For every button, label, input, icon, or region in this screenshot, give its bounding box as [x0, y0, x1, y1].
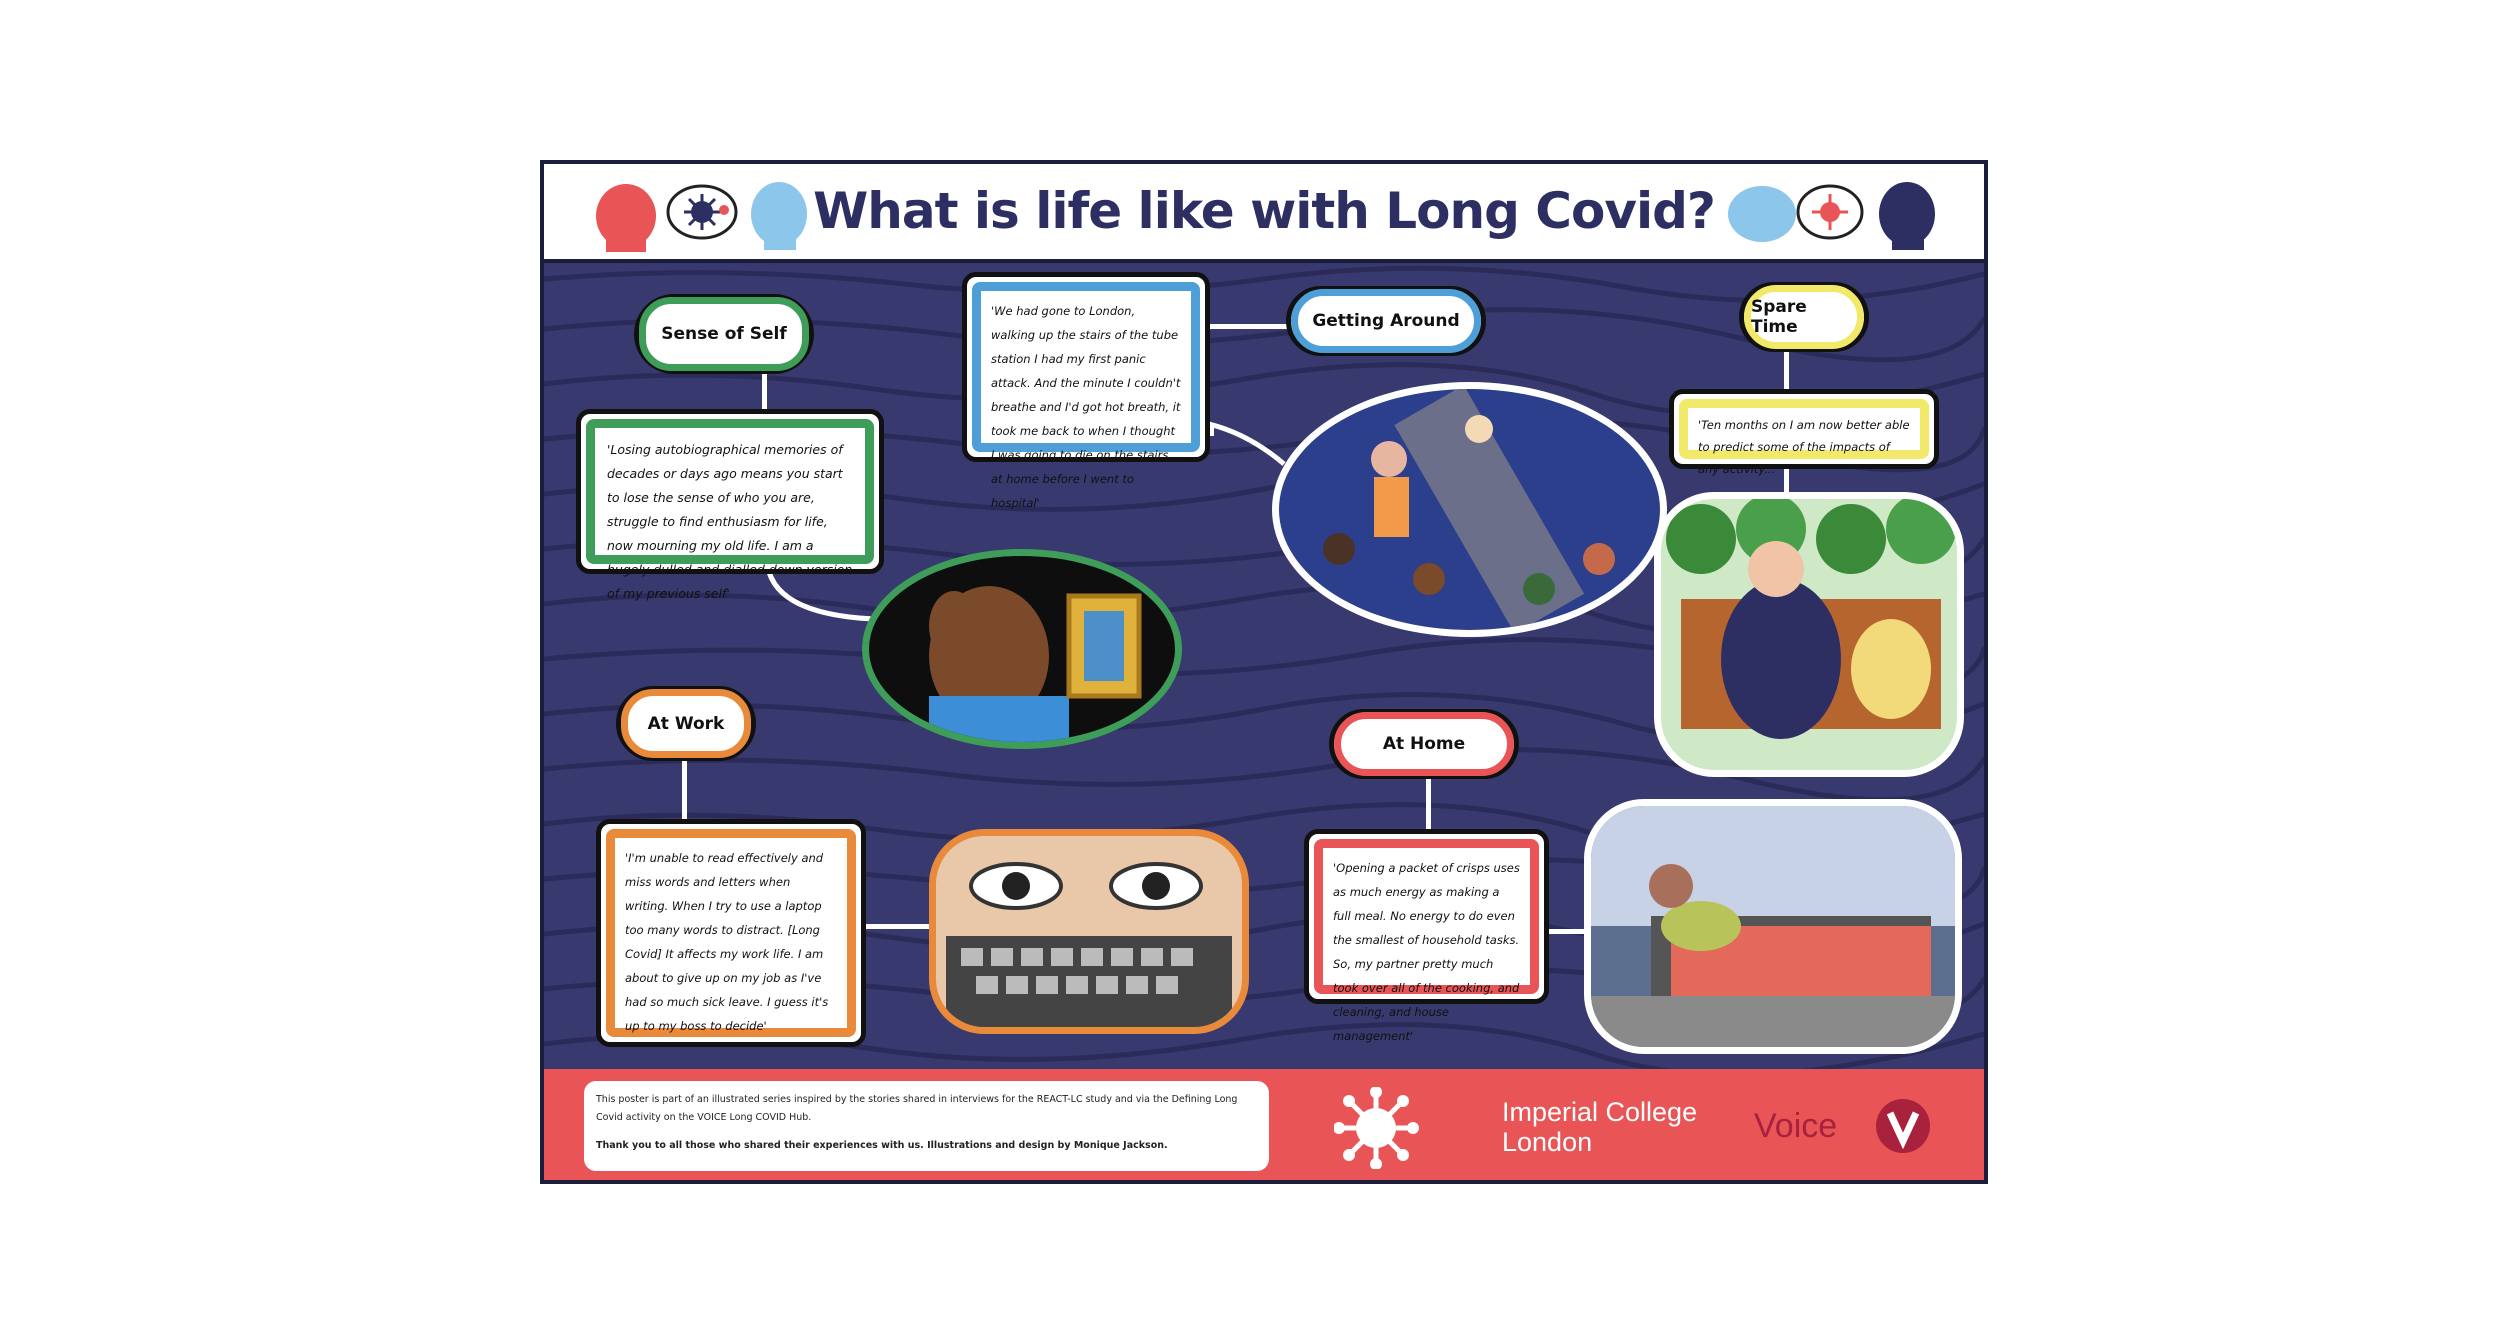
illustration-at-home — [1584, 799, 1962, 1054]
connector-line — [1426, 774, 1431, 834]
header — [544, 164, 1984, 263]
footer-credits — [584, 1081, 1269, 1171]
quote-sense-of-self-text: 'Losing autobiographical memories of decades or days ago means you start to lose the sense of who you are, struggle to find enthusiasm for life, now mourning my old life. I am a hugely dulled and dialled down version of my previous self' — [607, 442, 853, 601]
illustration-sense-of-self — [862, 549, 1182, 749]
label-at-home-text: At Home — [1334, 712, 1514, 776]
voice-logo — [1754, 1107, 1837, 1146]
imperial-college-logo-text: Imperial College London — [1502, 1097, 1698, 1157]
label-sense-of-self-text: Sense of Self — [639, 297, 809, 371]
quote-at-work-text: 'I'm unable to read effectively and miss words and letters when writing. When I try to use a laptop too many words to distract. [Long Covid] It affects my work life. I am about to give up on my job as I've had so much sick leave. I guess it's up to my boss to decide' — [625, 851, 829, 1033]
illustration-getting-around — [1272, 382, 1667, 637]
man-remembering-illustration — [869, 556, 1175, 742]
quote-at-work — [596, 819, 866, 1047]
park-bench-illustration — [1661, 499, 1957, 770]
connector-line — [862, 924, 932, 929]
label-spare-time — [1739, 282, 1869, 352]
quote-sense-of-self — [576, 409, 884, 601]
imperial-college-logo — [1502, 1097, 1702, 1157]
illustration-spare-time — [1654, 492, 1964, 777]
label-sense-of-self — [634, 294, 814, 374]
footer-text: This poster is part of an illustrated series inspired by the stories shared in interviews for the REACT-LC study and via the Defining Long Covid activity on the VOICE Long COVID Hub. — [596, 1094, 1238, 1123]
poster — [540, 160, 1988, 1184]
label-at-work — [616, 686, 756, 761]
connector-line — [762, 374, 767, 414]
quote-spare-time — [1669, 389, 1939, 476]
footer-thanks: Thank you to all those who shared their experiences with us. Illustrations and design by Monique Jackson. — [596, 1140, 1168, 1151]
label-getting-around — [1286, 286, 1486, 356]
voice-logo-text: Voice — [1754, 1107, 1838, 1145]
label-spare-time-text: Spare Time — [1744, 285, 1864, 349]
resting-on-sofa-illustration — [1591, 806, 1955, 1047]
label-at-work-text: At Work — [621, 689, 751, 758]
label-getting-around-text: Getting Around — [1291, 289, 1481, 353]
connector-line — [1209, 414, 1289, 474]
footer — [544, 1069, 1984, 1184]
people-talking-virus-icon-right — [1722, 174, 1952, 254]
quote-getting-around — [962, 272, 1210, 510]
page-title: What is life like with Long Covid? — [813, 182, 1715, 240]
voice-v-icon — [1874, 1097, 1932, 1155]
quote-at-home — [1304, 829, 1549, 1043]
quote-at-home-text: 'Opening a packet of crisps uses as much energy as making a full meal. No energy to do even the smallest of household tasks. So, my partner pretty much took over all of the cooking, and cleaning, and house management' — [1333, 861, 1520, 1043]
illustration-at-work — [929, 829, 1249, 1034]
quote-spare-time-text: 'Ten months on I am now better able to predict some of the impacts of any activity...' — [1698, 418, 1910, 476]
tube-station-illustration — [1279, 389, 1660, 630]
quote-getting-around-text: 'We had gone to London, walking up the stairs of the tube station I had my first panic attack. And the minute I couldn't breathe and I'd got hot breath, it took me back to when I thought I was going to die on the stairs at home before I went to hospital' — [991, 304, 1181, 510]
eyes-keyboard-illustration — [936, 836, 1242, 1027]
virus-icon — [1334, 1087, 1419, 1169]
label-at-home — [1329, 709, 1519, 779]
